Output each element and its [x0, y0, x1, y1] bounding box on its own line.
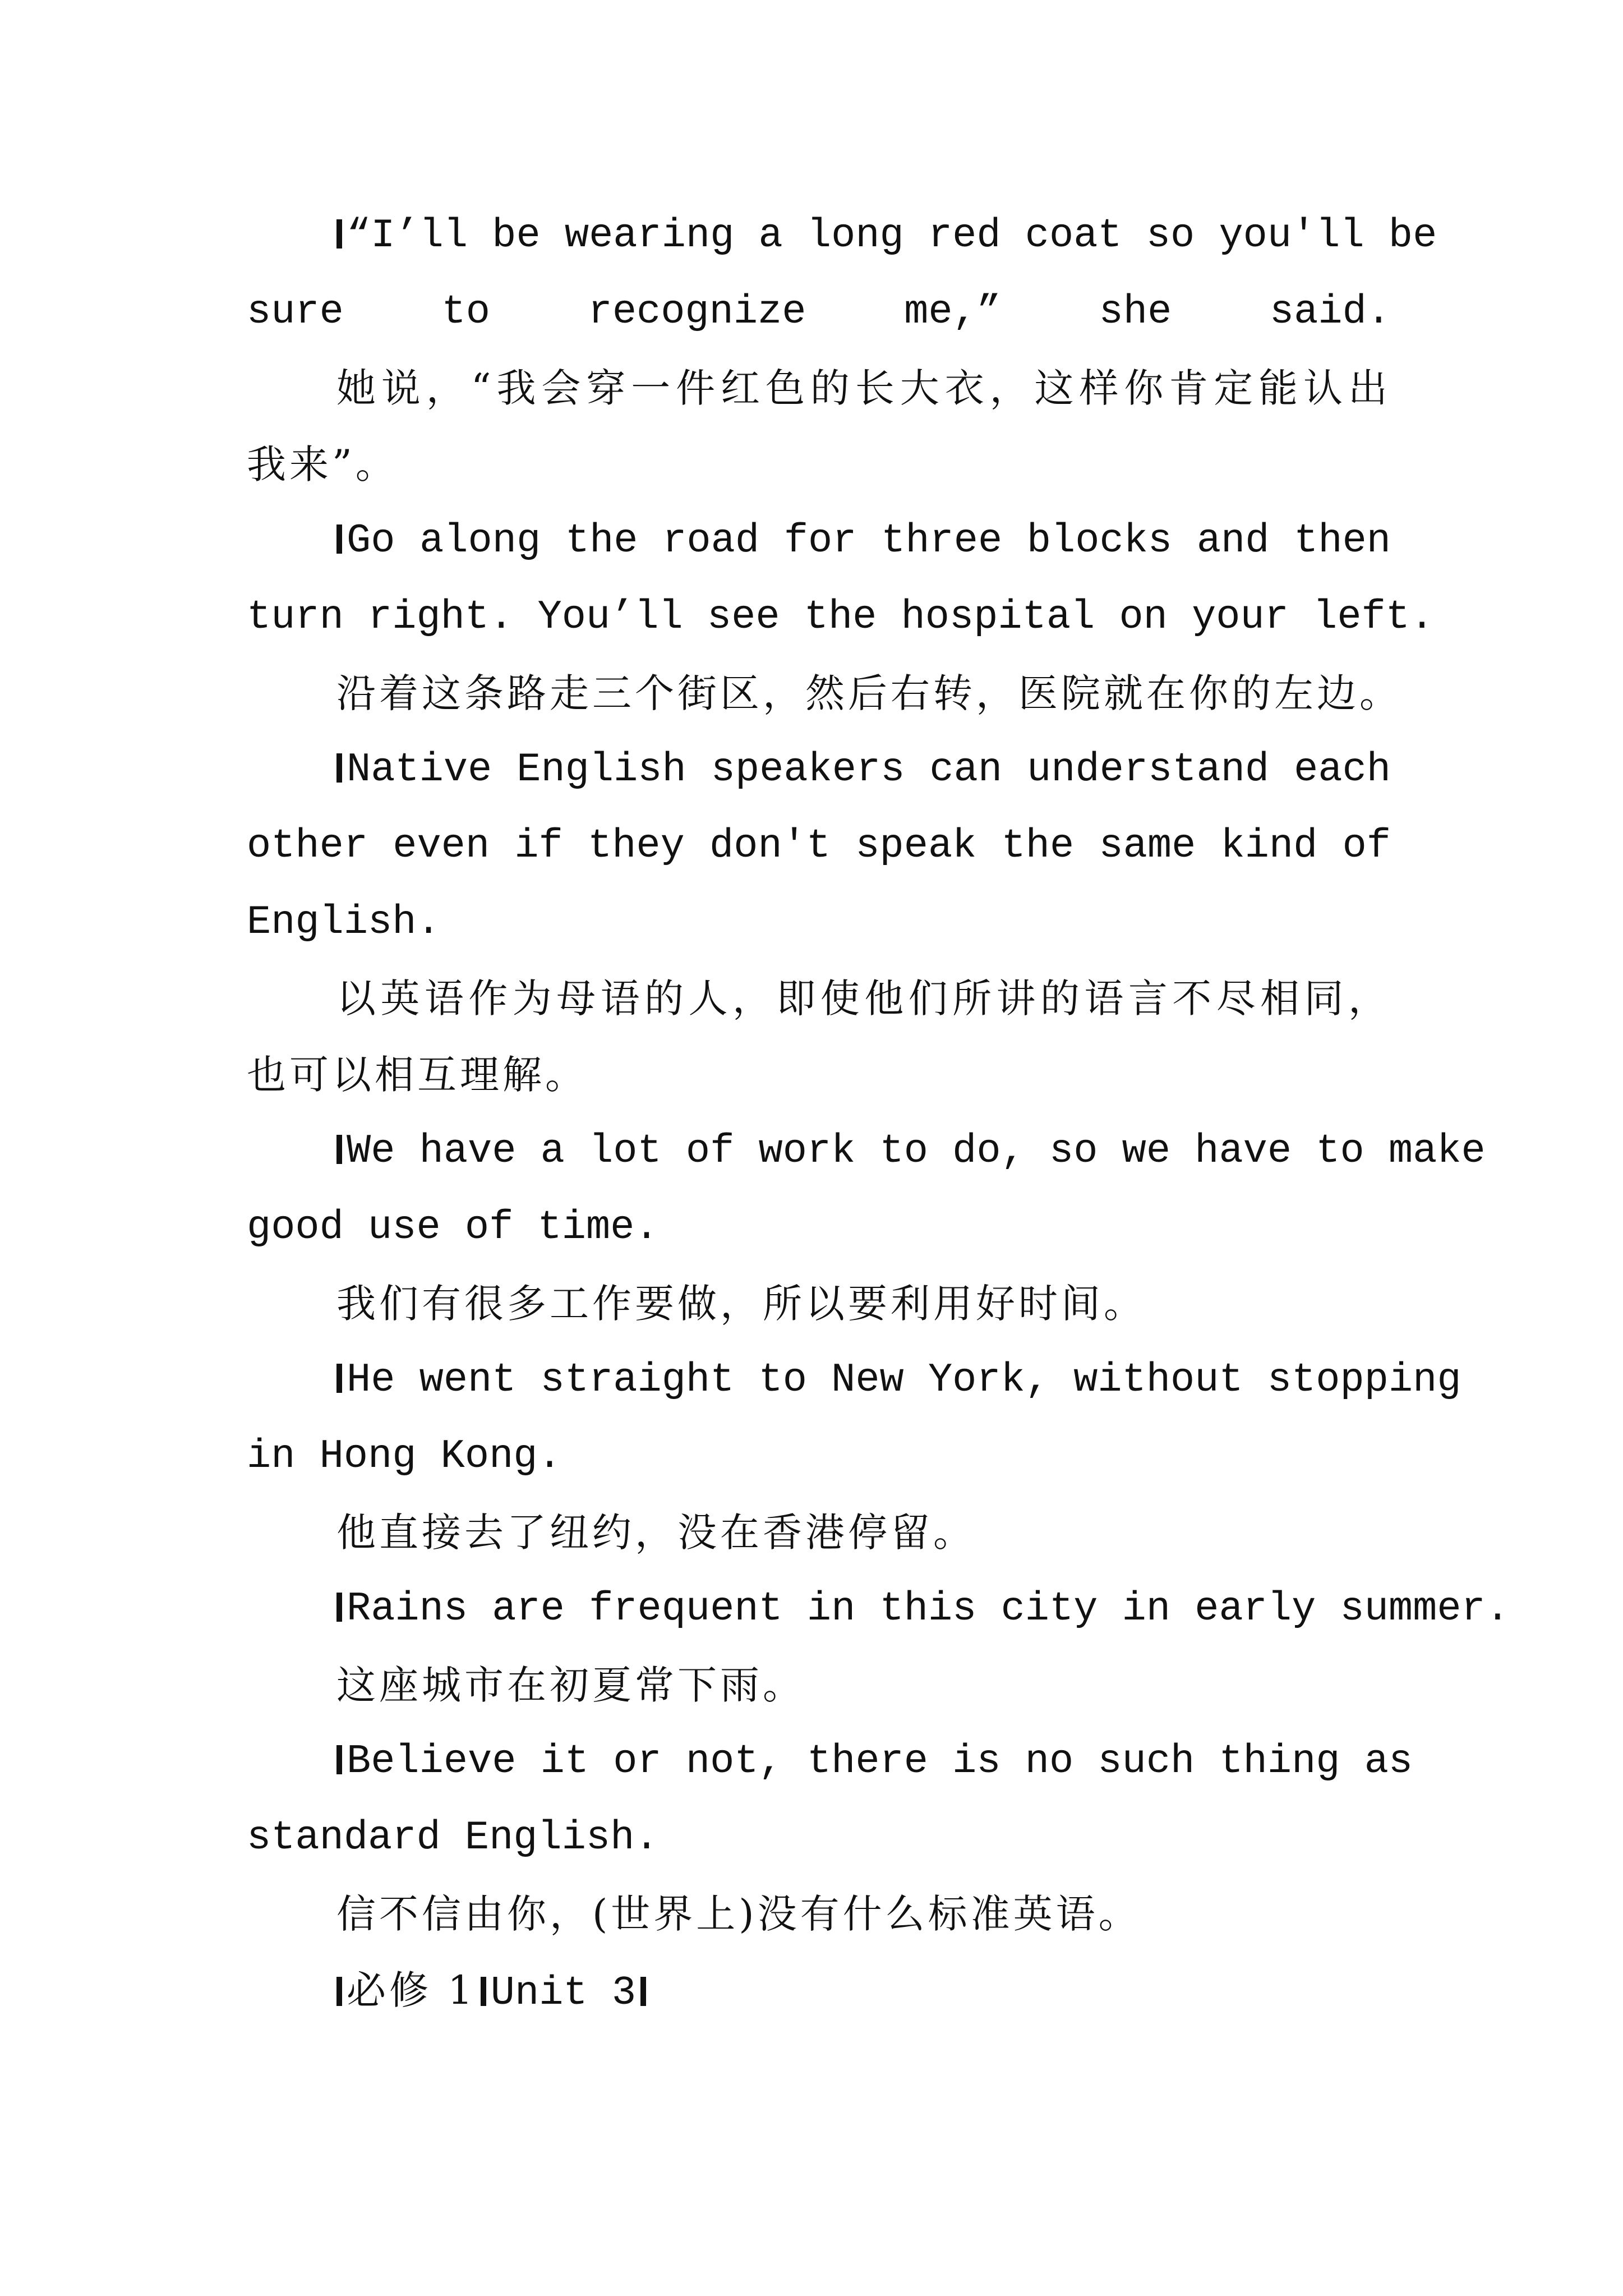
- english-line: good use of time.: [247, 1204, 659, 1250]
- bullet-mark: [336, 1364, 342, 1393]
- chinese-line: 信不信由你，(世界上)没有什么标准英语。: [336, 1891, 1141, 1937]
- english-line: sure to recognize me,” she said.: [247, 289, 1391, 335]
- english-line: Rains are frequent in this city in early summer.: [336, 1582, 1510, 1636]
- english-line: turn right. You’ll see the hospital on your left.: [247, 594, 1435, 640]
- chinese-line: 他直接去了纽约，没在香港停留。: [336, 1510, 976, 1556]
- english-line: He went straight to New York, without stopping: [336, 1353, 1391, 1407]
- chinese-line: 也可以相互理解。: [247, 1052, 588, 1098]
- chinese-line: 我们有很多工作要做，所以要利用好时间。: [336, 1281, 1146, 1327]
- english-line: in Hong Kong.: [247, 1433, 562, 1479]
- chinese-line: 以英语作为母语的人，即使他们所讲的语言不尽相同，: [336, 976, 1391, 1022]
- bullet-mark: [336, 1977, 342, 2006]
- english-line: Believe it or not, there is no such thing as: [336, 1734, 1391, 1788]
- section-marker: [336, 1963, 651, 2017]
- bullet-mark: [336, 1135, 342, 1164]
- bullet-mark: [640, 1977, 646, 2006]
- bullet-mark: [336, 219, 342, 249]
- chinese-line: 她说，“我会穿一件红色的长大衣，这样你肯定能认出: [336, 365, 1391, 411]
- english-line: other even if they don't speak the same kind of: [247, 823, 1391, 869]
- bullet-mark: [481, 1977, 486, 2006]
- english-line: We have a lot of work to do, so we have to make: [336, 1124, 1391, 1178]
- english-line: “I’ll be wearing a long red coat so you'll be: [336, 209, 1391, 263]
- section-marker-part2: Unit 3: [490, 1970, 637, 2016]
- section-marker-part1: 必修 1: [347, 1967, 476, 2013]
- bullet-mark: [336, 1593, 342, 1622]
- bullet-mark: [336, 1745, 342, 1774]
- chinese-line: 沿着这条路走三个街区，然后右转，医院就在你的左边。: [336, 670, 1402, 716]
- chinese-line: 这座城市在初夏常下雨。: [336, 1662, 805, 1708]
- english-line: English.: [247, 899, 441, 945]
- english-line: Native English speakers can understand each: [336, 743, 1391, 797]
- english-line: standard English.: [247, 1815, 659, 1861]
- english-line: Go along the road for three blocks and then: [336, 514, 1391, 568]
- bullet-mark: [336, 524, 342, 554]
- bullet-mark: [336, 753, 342, 783]
- chinese-line: 我来”。: [247, 441, 398, 487]
